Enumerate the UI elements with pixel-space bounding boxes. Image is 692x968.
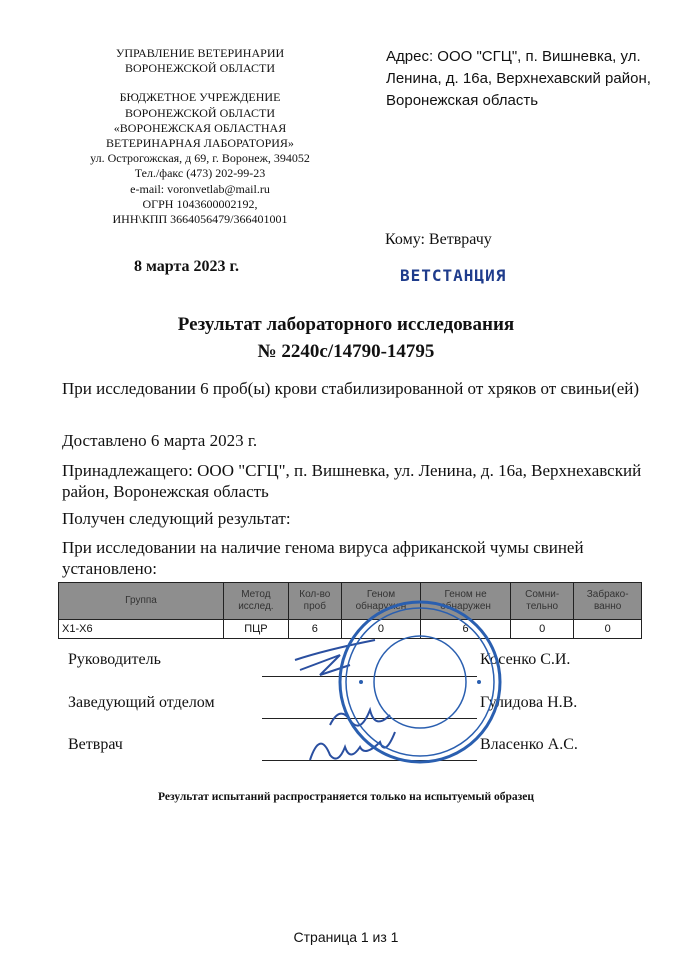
document-date: 8 марта 2023 г. xyxy=(134,258,239,275)
paragraph-samples: При исследовании 6 проб(ы) крови стабилизированной от хряков от свиньи(ей) xyxy=(62,379,640,398)
cell: 0 xyxy=(341,620,420,639)
cell: 0 xyxy=(511,620,574,639)
col-header: Кол-во проб xyxy=(288,583,341,620)
org-line: ВОРОНЕЖСКОЙ ОБЛАСТИ xyxy=(124,105,276,120)
organization-header xyxy=(60,46,340,227)
cell: 6 xyxy=(421,620,511,639)
col-header: Группа xyxy=(59,583,224,620)
org-line: ОГРН 1043600002192, xyxy=(142,196,258,211)
signature-name: Власенко А.С. xyxy=(480,736,578,753)
cell: Х1-Х6 xyxy=(59,620,224,639)
col-header: Геном не обнаружен xyxy=(421,583,511,620)
paragraph-result-intro: Получен следующий результат: xyxy=(62,509,291,528)
document-number: № 2240с/14790-14795 xyxy=(257,341,435,362)
paragraph-delivered: Доставлено 6 марта 2023 г. xyxy=(62,431,258,450)
title-text: Результат лабораторного исследования xyxy=(177,314,515,335)
paragraph-study: При исследовании на наличие генома вируса африканской чумы свиней установлено: xyxy=(62,538,584,578)
paragraph-owner: Принадлежащего: ООО "СГЦ", п. Вишневка, ул. Ленина, д. 16а, Верхнехавский район, Воронежская область xyxy=(62,461,642,501)
official-round-stamp xyxy=(335,597,505,767)
signature-role: Заведующий отделом xyxy=(68,694,215,711)
org-line: Тел./факс (473) 202-99-23 xyxy=(134,166,266,181)
cell: 6 xyxy=(288,620,341,639)
col-header: Забрако-ванно xyxy=(574,583,642,620)
col-header: Метод исслед. xyxy=(224,583,289,620)
col-header: Сомни-тельно xyxy=(511,583,574,620)
cell: ПЦР xyxy=(224,620,289,639)
cell: 0 xyxy=(574,620,642,639)
page-number: Страница 1 из 1 xyxy=(293,929,399,945)
signature-role: Руководитель xyxy=(68,651,161,668)
org-line: УПРАВЛЕНИЕ ВЕТЕРИНАРИИ xyxy=(115,46,285,60)
document-title xyxy=(0,311,692,365)
org-line: e-mail: voronvetlab@mail.ru xyxy=(130,181,270,196)
col-header: Геном обнаружен xyxy=(341,583,420,620)
org-line: ул. Острогожская, д 69, г. Воронеж, 394052 xyxy=(90,151,310,166)
recipient: Кому: Ветврачу xyxy=(385,231,492,248)
vet-station-stamp: ВЕТСТАНЦИЯ xyxy=(400,266,507,285)
signature-name: Гулидова Н.В. xyxy=(480,694,578,711)
recipient-address: Адрес: ООО "СГЦ", п. Вишневка, ул. Ленина, д. 16а, Верхнехавский район, Воронежская область xyxy=(386,48,651,109)
org-line: ВОРОНЕЖСКОЙ ОБЛАСТИ xyxy=(124,61,276,76)
org-line: «ВОРОНЕЖСКАЯ ОБЛАСТНАЯ xyxy=(113,120,287,135)
signature-role: Ветврач xyxy=(68,736,123,753)
signature-name: Косенко С.И. xyxy=(480,651,571,668)
org-line: БЮДЖЕТНОЕ УЧРЕЖДЕНИЕ xyxy=(119,90,281,105)
org-line: ИНН\КПП 3664056479/366401001 xyxy=(112,212,288,227)
disclaimer-note: Результат испытаний распространяется только на испытуемый образец xyxy=(158,791,534,803)
org-line: ВЕТЕРИНАРНАЯ ЛАБОРАТОРИЯ» xyxy=(106,136,294,151)
